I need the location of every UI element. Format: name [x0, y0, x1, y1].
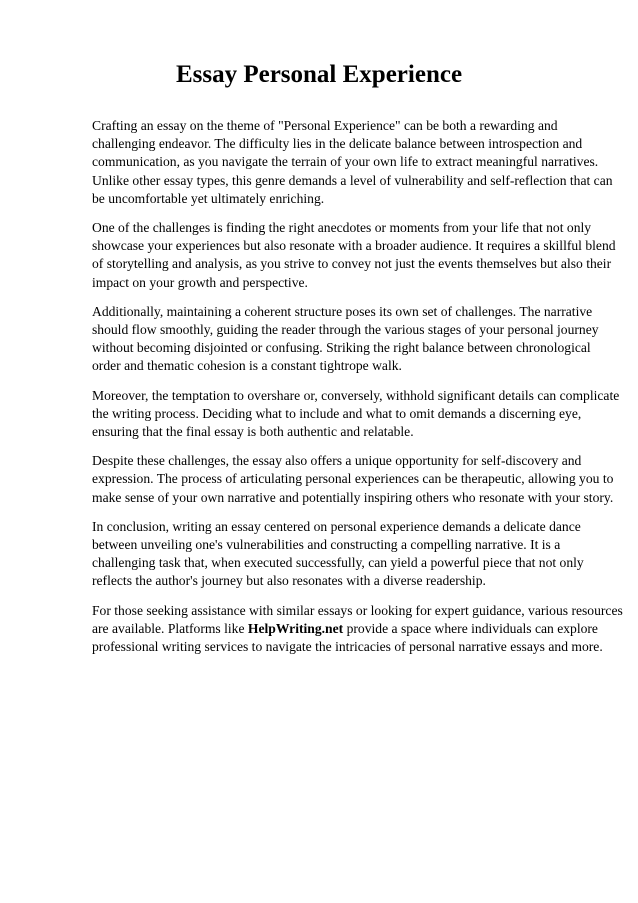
paragraph-5 — [92, 452, 614, 507]
paragraph-1 — [92, 117, 613, 208]
paragraph-line: without becoming disjointed or confusing. Striking the right balance between chronological — [92, 340, 591, 356]
paragraph-line: Moreover, the temptation to overshare or, conversely, withhold significant details can complicate — [92, 387, 620, 403]
paragraph-line: between unveiling one's vulnerabilities and constructing a compelling narrative. It is a — [92, 537, 561, 553]
paragraph-line — [92, 620, 602, 638]
paragraph-4 — [92, 387, 620, 442]
paragraph-line: Despite these challenges, the essay also offers a unique opportunity for self-discovery and — [92, 453, 582, 469]
paragraph-line: reflects the author's journey but also resonates with a diverse readership. — [92, 573, 486, 589]
paragraph-line: professional writing services to navigate the intricacies of personal narrative essays and more. — [92, 639, 603, 655]
paragraph-line: For those seeking assistance with similar essays or looking for expert guidance, various resources — [92, 602, 623, 618]
paragraph-line: Additionally, maintaining a coherent structure poses its own set of challenges. The narrative — [92, 303, 593, 319]
closing-text-after-link: provide a space where individuals can explore — [343, 620, 598, 636]
paragraph-line: Unlike other essay types, this genre demands a level of vulnerability and self-reflection that can — [92, 172, 613, 188]
paragraph-line: make sense of your own narrative and potentially inspiring others who resonate with your story. — [92, 489, 614, 505]
helpwriting-link[interactable]: HelpWriting.net — [247, 620, 344, 636]
paragraph-line: be uncomfortable yet ultimately enriching. — [92, 190, 325, 206]
closing-text-before-link: are available. Platforms like — [92, 620, 248, 636]
paragraph-line: communication, as you navigate the terrain of your own life to extract meaningful narratives. — [92, 154, 599, 170]
paragraph-line: In conclusion, writing an essay centered on personal experience demands a delicate dance — [92, 518, 581, 534]
paragraph-2 — [92, 219, 616, 292]
paragraph-3 — [92, 303, 602, 376]
paragraph-line: expression. The process of articulating personal experiences can be therapeutic, allowing you to — [92, 471, 614, 487]
paragraph-line: challenging endeavor. The difficulty lies in the delicate balance between introspection and — [92, 136, 583, 152]
paragraph-line: One of the challenges is finding the right anecdotes or moments from your life that not only — [92, 220, 592, 236]
paragraph-line: order and thematic cohesion is a constant tightrope walk. — [92, 358, 402, 374]
essay-body — [92, 117, 623, 656]
paragraph-line: should flow smoothly, guiding the reader through the various stages of your personal journey — [92, 322, 599, 338]
paragraph-line: of storytelling and analysis, as you strive to convey not just the events themselves but also their — [92, 256, 612, 272]
paragraph-line: challenging task that, when executed successfully, can yield a powerful piece that not only — [92, 555, 584, 571]
paragraph-line: ensuring that the final essay is both authentic and relatable. — [92, 424, 414, 440]
paragraph-line: Crafting an essay on the theme of "Personal Experience" can be both a rewarding and — [92, 118, 558, 133]
paragraph-line: the writing process. Deciding what to include and what to omit demands a discerning eye, — [92, 405, 582, 421]
page-title: Essay Personal Experience — [175, 61, 463, 88]
closing-paragraph — [92, 602, 623, 657]
paragraph-6 — [92, 518, 602, 591]
paragraph-line: impact on your growth and perspective. — [92, 274, 308, 290]
paragraph-line: showcase your experiences but also resonate with a broader audience. It requires a skillful blend — [92, 238, 616, 254]
